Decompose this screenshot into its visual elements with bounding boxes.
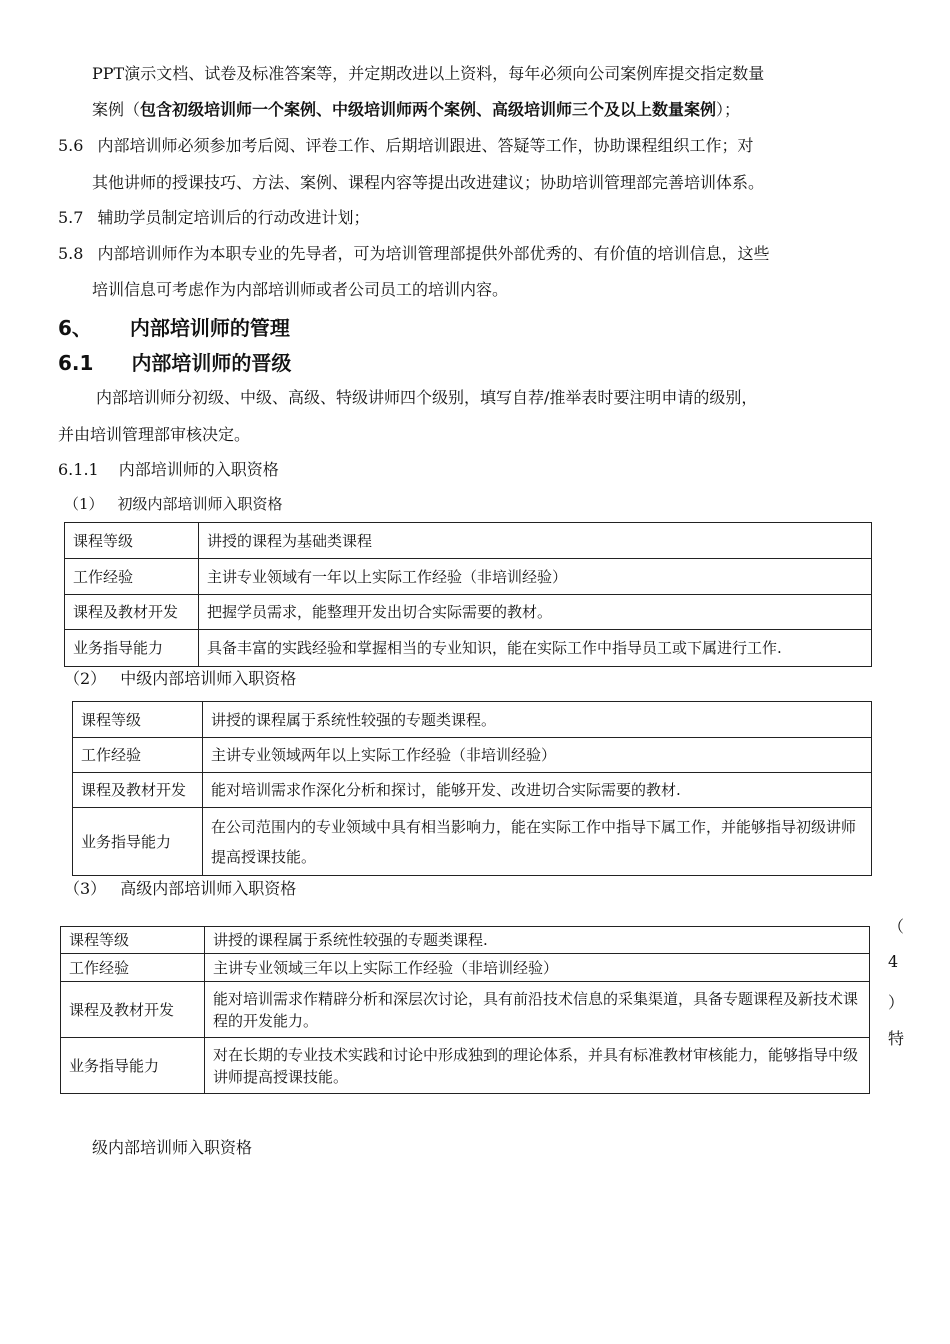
row-key: 工作经验 — [73, 738, 203, 773]
row-key: 业务指导能力 — [61, 1038, 205, 1094]
senior-table-label — [64, 877, 296, 901]
item-number: 5.6 — [58, 136, 84, 155]
row-value: 主讲专业领域两年以上实际工作经验（非培训经验） — [203, 738, 872, 773]
item-5-7 — [58, 206, 369, 230]
row-value: 能对培训需求作深化分析和探讨，能够开发、改进切合实际需要的教材. — [203, 773, 872, 808]
intro-line-2-suffix: ）； — [716, 100, 741, 119]
section-6-heading — [58, 312, 290, 341]
subsection-6-1-1-heading — [58, 458, 279, 482]
special-label-close-paren: ） — [888, 993, 905, 1012]
table-row — [73, 808, 872, 876]
item-5-8 — [58, 242, 769, 266]
row-key: 工作经验 — [61, 954, 205, 982]
intro-line-2 — [92, 98, 740, 122]
section-number: 6、 — [58, 316, 92, 340]
middle-table-label — [64, 667, 296, 691]
table-row — [73, 702, 872, 738]
item-5-6-continued: 其他讲师的授课技巧、方法、案例、课程内容等提出改进建议；协助培训管理部完善培训体系。 — [92, 173, 765, 192]
row-value: 对在长期的专业技术实践和讨论中形成独到的理论体系，并具有标准教材审核能力，能够指导中级讲师提高授课技能。 — [205, 1038, 870, 1094]
section-6-1-heading — [58, 347, 291, 376]
row-value: 具备丰富的实践经验和掌握相当的专业知识，能在实际工作中指导员工或下属进行工作. — [199, 630, 872, 667]
row-value: 在公司范围内的专业领域中具有相当影响力，能在实际工作中指导下属工作，并能够指导初级讲师提高授课技能。 — [203, 808, 872, 876]
item-5-8-continued: 培训信息可考虑作为内部培训师或者公司员工的培训内容。 — [92, 280, 509, 299]
table-row — [61, 954, 870, 982]
table-row — [73, 738, 872, 773]
row-key: 课程等级 — [65, 523, 199, 559]
item-text: 辅助学员制定培训后的行动改进计划； — [97, 208, 370, 227]
promotion-para-line-2: 并由培训管理部审核决定。 — [58, 425, 251, 444]
table-row — [73, 773, 872, 808]
row-key: 课程等级 — [73, 702, 203, 738]
special-label-number: 4 — [888, 952, 899, 971]
subsection-title: 内部培训师的入职资格 — [118, 460, 279, 479]
table-row — [65, 559, 872, 595]
promotion-para-line-1: 内部培训师分初级、中级、高级、特级讲师四个级别，填写自荐/推举表时要注明申请的级别， — [96, 388, 758, 407]
special-label-char: 特 — [888, 1029, 905, 1048]
junior-table-label — [64, 492, 283, 516]
table-label-number: （3） — [64, 879, 107, 898]
special-label-open-paren: （ — [888, 917, 905, 936]
row-value: 讲授的课程属于系统性较强的专题类课程。 — [203, 702, 872, 738]
intro-case-quota: 包含初级培训师一个案例、中级培训师两个案例、高级培训师三个及以上数量案例 — [140, 100, 717, 119]
row-value: 能对培训需求作精辟分析和深层次讨论，具有前沿技术信息的采集渠道，具备专题课程及新技术课程的开发能力。 — [205, 982, 870, 1038]
row-value: 讲授的课程属于系统性较强的专题类课程. — [205, 927, 870, 954]
intro-line-2-prefix: 案例（ — [92, 100, 141, 119]
row-value: 把握学员需求，能整理开发出切合实际需要的教材。 — [199, 595, 872, 630]
row-key: 课程及教材开发 — [61, 982, 205, 1038]
table-row — [65, 630, 872, 667]
section-title: 内部培训师的管理 — [129, 316, 290, 340]
intro-line-1: PPT演示文档、试卷及标准答案等，并定期改进以上资料，每年必须向公司案例库提交指定数量 — [92, 64, 765, 83]
table-row — [65, 595, 872, 630]
middle-requirements-table — [72, 701, 872, 876]
table-label-number: （1） — [64, 495, 104, 513]
row-key: 课程及教材开发 — [65, 595, 199, 630]
junior-requirements-table — [64, 522, 872, 667]
item-number: 5.7 — [58, 208, 84, 227]
item-text: 内部培训师作为本职专业的先导者，可为培训管理部提供外部优秀的、有价值的培训信息，这些 — [97, 244, 770, 263]
row-value: 讲授的课程为基础类课程 — [199, 523, 872, 559]
row-key: 业务指导能力 — [65, 630, 199, 667]
item-text: 内部培训师必须参加考后阅、评卷工作、后期培训跟进、答疑等工作，协助课程组织工作；对 — [97, 136, 754, 155]
table-label-text: 初级内部培训师入职资格 — [117, 495, 283, 513]
subsection-number: 6.1.1 — [58, 460, 99, 479]
senior-requirements-table — [60, 926, 870, 1094]
row-key: 业务指导能力 — [73, 808, 203, 876]
special-label-tail: 级内部培训师入职资格 — [92, 1138, 253, 1157]
section-number: 6.1 — [58, 351, 94, 375]
table-row — [61, 982, 870, 1038]
table-label-text: 中级内部培训师入职资格 — [120, 669, 297, 688]
item-5-6 — [58, 134, 753, 158]
section-title: 内部培训师的晋级 — [131, 351, 292, 375]
row-key: 课程及教材开发 — [73, 773, 203, 808]
table-row — [61, 927, 870, 954]
row-key: 课程等级 — [61, 927, 205, 954]
table-row — [61, 1038, 870, 1094]
row-value: 主讲专业领域有一年以上实际工作经验（非培训经验） — [199, 559, 872, 595]
row-value: 主讲专业领域三年以上实际工作经验（非培训经验） — [205, 954, 870, 982]
table-label-text: 高级内部培训师入职资格 — [120, 879, 297, 898]
row-key: 工作经验 — [65, 559, 199, 595]
item-number: 5.8 — [58, 244, 84, 263]
table-label-number: （2） — [64, 669, 107, 688]
table-row — [65, 523, 872, 559]
